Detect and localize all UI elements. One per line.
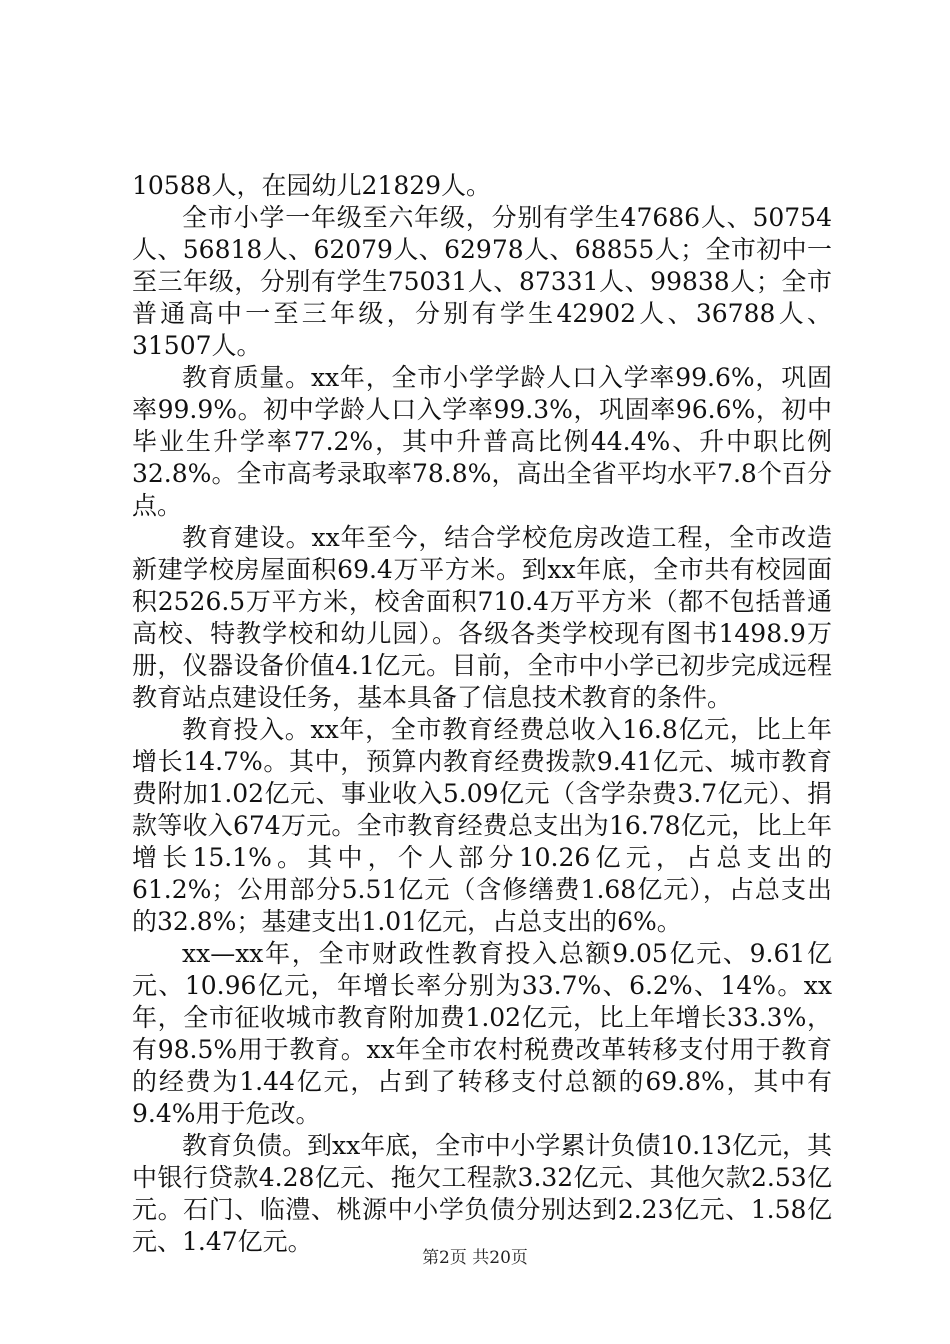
paragraph-2: 全市小学一年级至六年级，分别有学生47686人、50754人、56818人、62079人、62978人、68855人；全市初中一至三年级，分别有学生75031人、87331人、99838人；全市普通高中一至三年级，分别有学生42902人、36788人、31507人。	[132, 203, 832, 360]
paragraph-6: xx—xx年，全市财政性教育投入总额9.05亿元、9.61亿元、10.96亿元，年增长率分别为33.7%、6.2%、14%。xx年，全市征收城市教育附加费1.02亿元，比上年增长33.3%，有98.5%用于教育。xx年全市农村税费改革转移支付用于教育的经费为1.44亿元，占到了转移支付总额的69.8%，其中有9.4%用于危改。	[132, 939, 832, 1128]
page-footer: 第2页 共20页	[422, 1248, 528, 1268]
paragraph-4: 教育建设。xx年至今，结合学校危房改造工程，全市改造新建学校房屋面积69.4万平方米。到xx年底，全市共有校园面积2526.5万平方米，校舍面积710.4万平方米（都不包括普通高校、特教学校和幼儿园）。各级各类学校现有图书1498.9万册，仪器设备价值4.1亿元。目前，全市中小学已初步完成远程教育站点建设任务，基本具备了信息技术教育的条件。	[132, 523, 832, 712]
paragraph-1: 10588人，在园幼儿21829人。	[132, 171, 492, 200]
paragraph-5: 教育投入。xx年，全市教育经费总收入16.8亿元，比上年增长14.7%。其中，预算内教育经费拨款9.41亿元、城市教育费附加1.02亿元、事业收入5.09亿元（含学杂费3.7亿元）、捐款等收入674万元。全市教育经费总支出为16.78亿元，比上年增长15.1%。其中，个人部分10.26亿元，占总支出的61.2%；公用部分5.51亿元（含修缮费1.68亿元），占总支出的32.8%；基建支出1.01亿元，占总支出的6%。	[132, 715, 832, 936]
paragraph-3: 教育质量。xx年，全市小学学龄人口入学率99.6%，巩固率99.9%。初中学龄人口入学率99.3%，巩固率96.6%，初中毕业生升学率77.2%，其中升普高比例44.4%、升中职比例32.8%。全市高考录取率78.8%，高出全省平均水平7.8个百分点。	[132, 363, 832, 520]
document-body	[132, 170, 832, 1258]
paragraph-7: 教育负债。到xx年底，全市中小学累计负债10.13亿元，其中银行贷款4.28亿元、拖欠工程款3.32亿元、其他欠款2.53亿元。石门、临澧、桃源中小学负债分别达到2.23亿元、1.58亿元、1.47亿元。	[132, 1131, 832, 1256]
